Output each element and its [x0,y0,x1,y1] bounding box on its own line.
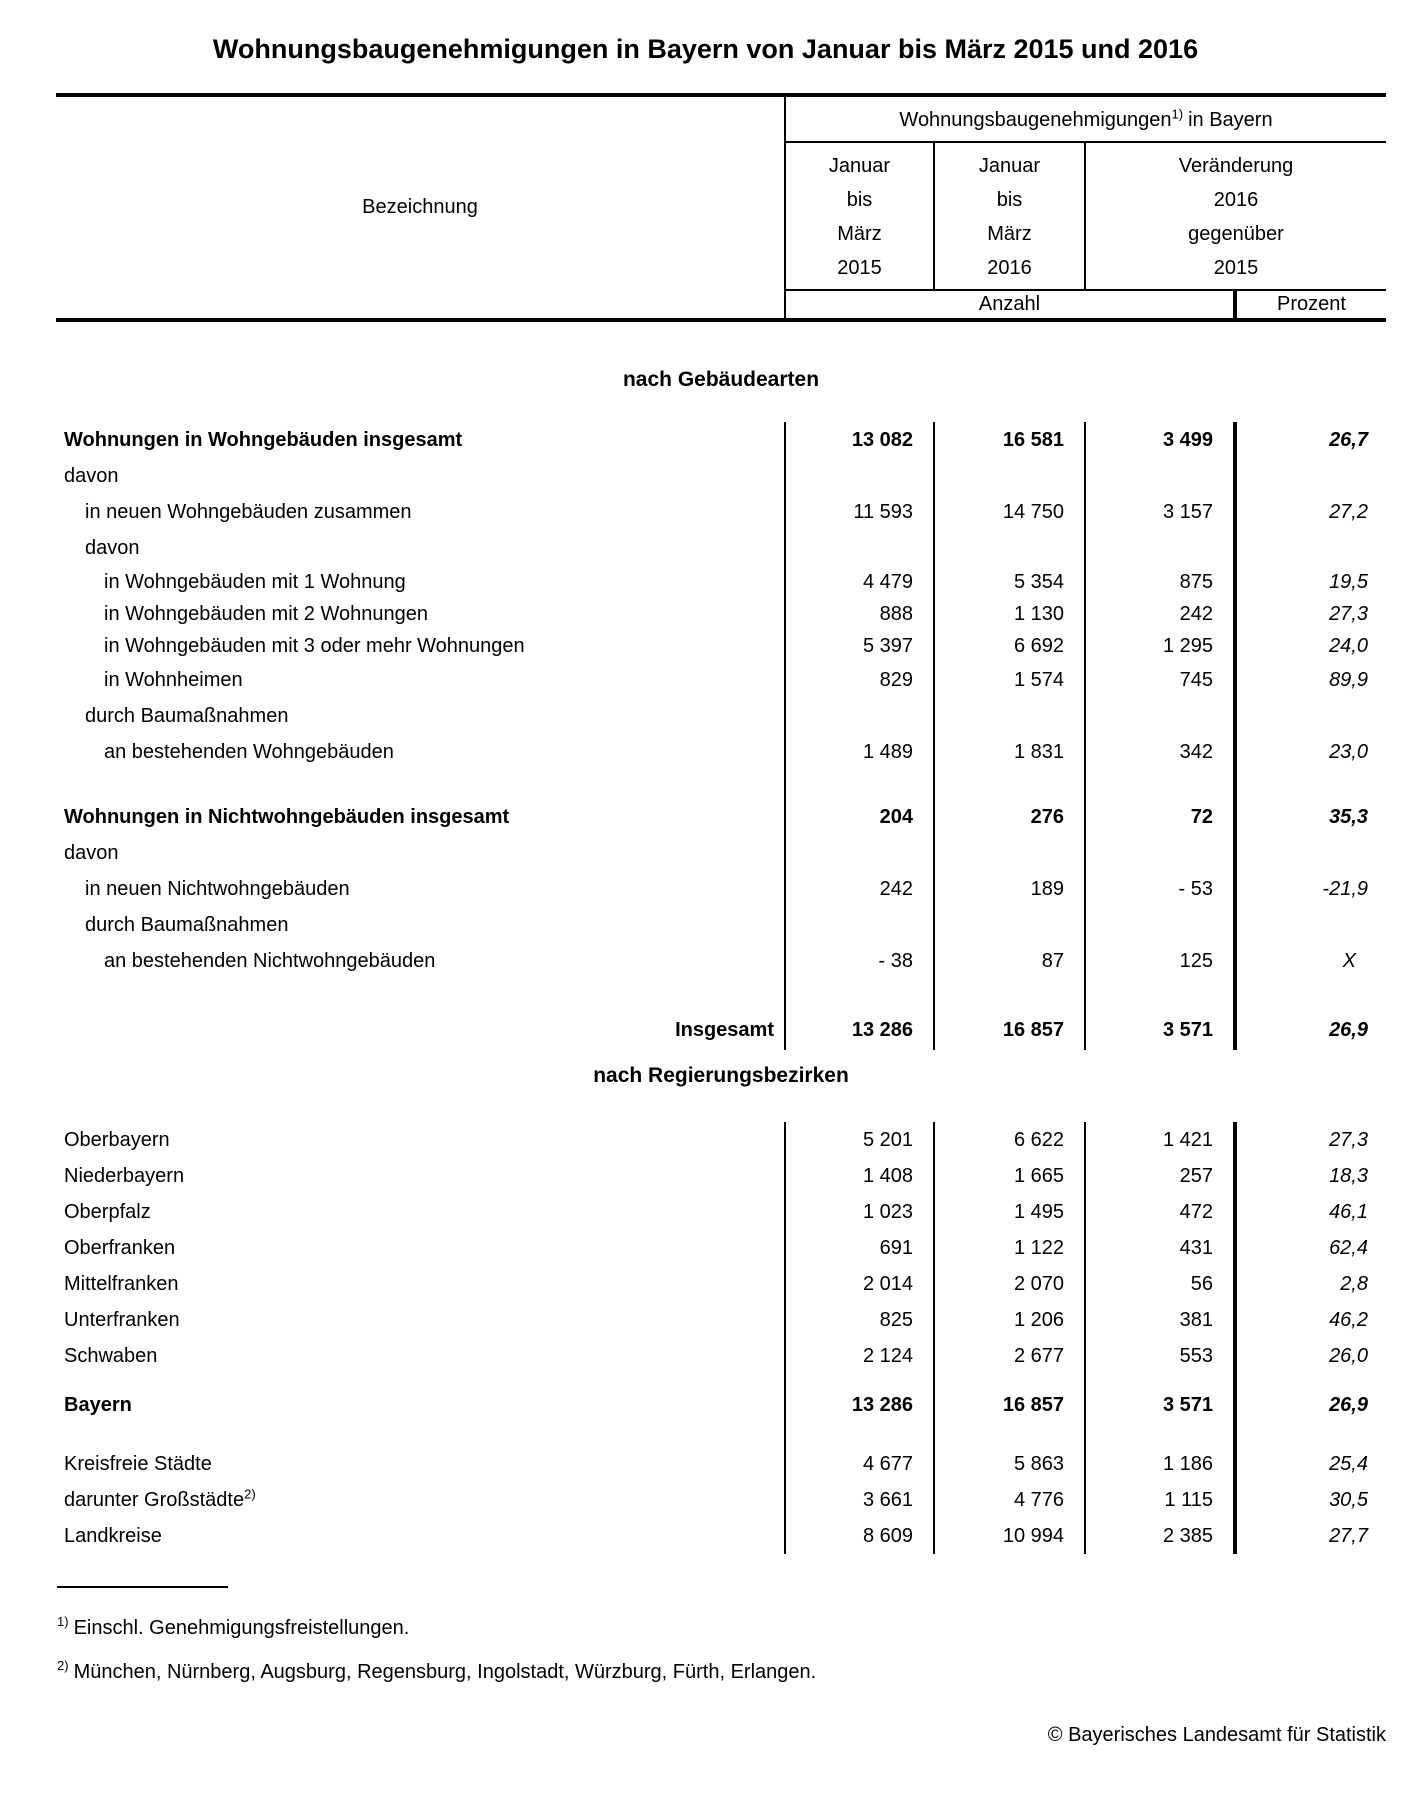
section-heading-regierungsbezirke: nach Regierungsbezirken [593,1064,849,1087]
value-2015: 829 [784,662,933,698]
spanning-header-suffix: in Bayern [1188,109,1273,131]
value-change: 342 [1084,734,1233,770]
page-title: Wohnungsbaugenehmigungen in Bayern von Januar bis März 2015 und 2016 [212,34,1199,64]
row-label: Bayern [64,1394,132,1416]
value-change: 257 [1084,1158,1233,1194]
row-label: darunter Großstädte$^{2)}$ [64,1486,256,1511]
value-2015: 5 201 [784,1122,933,1158]
value-2015: 888 [784,598,933,630]
table-row [56,871,1386,907]
table-row [56,698,1386,734]
value-2015: 691 [784,1230,933,1266]
value-2015: 1 408 [784,1158,933,1194]
table-row [56,1302,1386,1338]
row-label: in Wohngebäuden mit 3 oder mehr Wohnungen [104,635,525,657]
table-row [56,422,1386,458]
value-change: 242 [1084,598,1233,630]
row-label: Insgesamt [675,1019,774,1041]
value-2015: - 38 [784,943,933,979]
row-label: an bestehenden Nichtwohngebäuden [104,950,436,972]
row-label: davon [85,537,140,559]
value-2015: 1 023 [784,1194,933,1230]
footnote-1 [57,1616,409,1640]
value-2016: 1 665 [933,1158,1084,1194]
row-label: in Wohngebäuden mit 2 Wohnungen [104,603,428,625]
table-row [56,494,1386,530]
value-percent: 25,4 [1233,1446,1386,1482]
row-label: an bestehenden Wohngebäuden [104,741,394,763]
table-row [56,1194,1386,1230]
section-heading-gebaeudearten: nach Gebäudearten [622,368,820,391]
value-change: 745 [1084,662,1233,698]
value-2016: 5 354 [933,566,1084,598]
value-2015: 1 489 [784,734,933,770]
table-row [56,799,1386,835]
value-change: 2 385 [1084,1518,1233,1554]
value-percent: 23,0 [1233,734,1386,770]
value-2016: 16 581 [933,422,1084,458]
row-label: Landkreise [64,1525,162,1547]
table-row [56,1230,1386,1266]
footnote-divider [57,1586,228,1588]
footnote-2-marker: 2) [57,1658,69,1674]
value-2016: 276 [933,799,1084,835]
value-2016: 1 130 [933,598,1084,630]
row-label: Oberpfalz [64,1201,151,1223]
value-percent: 26,9 [1233,1010,1386,1050]
footnote-ref-1: 1) [1171,106,1184,122]
unit-headers [786,289,1386,318]
value-2015: 2 124 [784,1338,933,1374]
table-row [56,530,1386,566]
value-2016: 1 574 [933,662,1084,698]
unit-header-anzahl: Anzahl [786,289,1233,318]
table-block-regierungsbezirke [56,1122,1386,1554]
table-row [56,458,1386,494]
row-label: davon [64,842,119,864]
value-percent: 18,3 [1233,1158,1386,1194]
value-percent: 30,5 [1233,1482,1386,1518]
column-header-change: Veränderung 2016 gegenüber 2015 [1084,143,1386,289]
value-percent: 27,2 [1233,494,1386,530]
value-percent: 27,7 [1233,1518,1386,1554]
column-header-bezeichnung: Bezeichnung [362,196,478,218]
copyright-notice: © Bayerisches Landesamt für Statistik [1047,1724,1386,1746]
footnote-1-marker: 1) [57,1614,69,1630]
value-2016: 189 [933,871,1084,907]
value-change: 472 [1084,1194,1233,1230]
table-row [56,907,1386,943]
value-change: 3 571 [1084,1010,1233,1050]
value-2016: 4 776 [933,1482,1084,1518]
value-2015: 11 593 [784,494,933,530]
value-percent: 19,5 [1233,566,1386,598]
table-header [56,93,1386,322]
table-row [56,1482,1386,1518]
value-change: 3 499 [1084,422,1233,458]
spanning-header [786,97,1386,143]
value-percent: X [1233,943,1386,979]
row-label: Oberbayern [64,1129,170,1151]
value-percent: 26,9 [1233,1387,1386,1423]
table-row [56,566,1386,598]
spacer-row [56,979,1386,1010]
row-label: Mittelfranken [64,1273,179,1295]
value-2016: 1 495 [933,1194,1084,1230]
value-2015: 825 [784,1302,933,1338]
row-label: Schwaben [64,1345,158,1367]
table-row [56,1446,1386,1482]
value-2016: 2 677 [933,1338,1084,1374]
value-change: 553 [1084,1338,1233,1374]
table-row [56,943,1386,979]
value-change: 3 157 [1084,494,1233,530]
table-row [56,835,1386,871]
value-percent: 2,8 [1233,1266,1386,1302]
row-label: Niederbayern [64,1165,185,1187]
value-change: 125 [1084,943,1233,979]
table-row [56,1122,1386,1158]
period-headers [786,143,1386,289]
row-label: durch Baumaßnahmen [85,914,289,936]
value-change: 56 [1084,1266,1233,1302]
value-change: 72 [1084,799,1233,835]
value-2015: 13 082 [784,422,933,458]
row-label: Wohnungen in Nichtwohngebäuden insgesamt [64,806,510,828]
footnote-ref-2: 2) [244,1486,256,1502]
table-block-gebaeudearten [56,422,1386,1050]
value-2015: 5 397 [784,630,933,662]
value-percent: -21,9 [1233,871,1386,907]
spacer-row [56,770,1386,799]
value-2015: 204 [784,799,933,835]
value-2016: 16 857 [933,1010,1084,1050]
value-2016: 1 831 [933,734,1084,770]
row-label: Kreisfreie Städte [64,1453,212,1475]
row-label: davon [64,465,119,487]
value-percent: 24,0 [1233,630,1386,662]
value-2015: 8 609 [784,1518,933,1554]
value-change: 381 [1084,1302,1233,1338]
footnote-2-text: München, Nürnberg, Augsburg, Regensburg, Ingolstadt, Würzburg, Fürth, Erlangen. [73,1661,817,1683]
value-percent: 27,3 [1233,598,1386,630]
value-2015: 4 677 [784,1446,933,1482]
value-2015: 242 [784,871,933,907]
spacer-row [56,1374,1386,1387]
value-2015: 3 661 [784,1482,933,1518]
row-label: in Wohnheimen [104,669,243,691]
value-2015: 2 014 [784,1266,933,1302]
value-2016: 14 750 [933,494,1084,530]
footnote-1-text: Einschl. Genehmigungsfreistellungen. [73,1617,410,1639]
table-row [56,734,1386,770]
value-percent: 27,3 [1233,1122,1386,1158]
table-row [56,630,1386,662]
value-percent: 26,7 [1233,422,1386,458]
value-2015: 13 286 [784,1387,933,1423]
table-row [56,1387,1386,1423]
row-label: Unterfranken [64,1309,180,1331]
table-row [56,598,1386,630]
table-row [56,1266,1386,1302]
value-change: 1 421 [1084,1122,1233,1158]
column-header-2016: Januar bis März 2016 [933,143,1084,289]
value-2016: 87 [933,943,1084,979]
value-change: 1 186 [1084,1446,1233,1482]
value-2016: 6 622 [933,1122,1084,1158]
value-change: - 53 [1084,871,1233,907]
table-row [56,1338,1386,1374]
value-2015: 13 286 [784,1010,933,1050]
column-header-2015: Januar bis März 2015 [828,155,891,279]
value-change: 3 571 [1084,1387,1233,1423]
value-percent: 46,1 [1233,1194,1386,1230]
row-label: in Wohngebäuden mit 1 Wohnung [104,571,406,593]
value-percent: 26,0 [1233,1338,1386,1374]
value-2016: 1 206 [933,1302,1084,1338]
row-label: in neuen Wohngebäuden zusammen [85,501,412,523]
value-2016: 5 863 [933,1446,1084,1482]
spacer-row [56,1423,1386,1446]
table-row [56,1010,1386,1050]
value-change: 1 295 [1084,630,1233,662]
value-2016: 10 994 [933,1518,1084,1554]
value-change: 1 115 [1084,1482,1233,1518]
row-label: Wohnungen in Wohngebäuden insgesamt [64,429,463,451]
row-label: durch Baumaßnahmen [85,705,289,727]
value-2016: 16 857 [933,1387,1084,1423]
spanning-header-text: Wohnungsbaugenehmigungen [899,109,1172,131]
value-change: 431 [1084,1230,1233,1266]
table-row [56,1518,1386,1554]
value-percent: 35,3 [1233,799,1386,835]
value-2016: 2 070 [933,1266,1084,1302]
footnote-2 [57,1660,816,1684]
value-2015: 4 479 [784,566,933,598]
table-row [56,1158,1386,1194]
table-header-right [784,97,1386,318]
row-label: in neuen Nichtwohngebäuden [85,878,350,900]
value-percent: 62,4 [1233,1230,1386,1266]
table-row [56,662,1386,698]
value-percent: 46,2 [1233,1302,1386,1338]
row-label: Oberfranken [64,1237,176,1259]
value-2016: 6 692 [933,630,1084,662]
value-2016: 1 122 [933,1230,1084,1266]
value-change: 875 [1084,566,1233,598]
value-percent: 89,9 [1233,662,1386,698]
unit-header-prozent: Prozent [1233,289,1386,318]
